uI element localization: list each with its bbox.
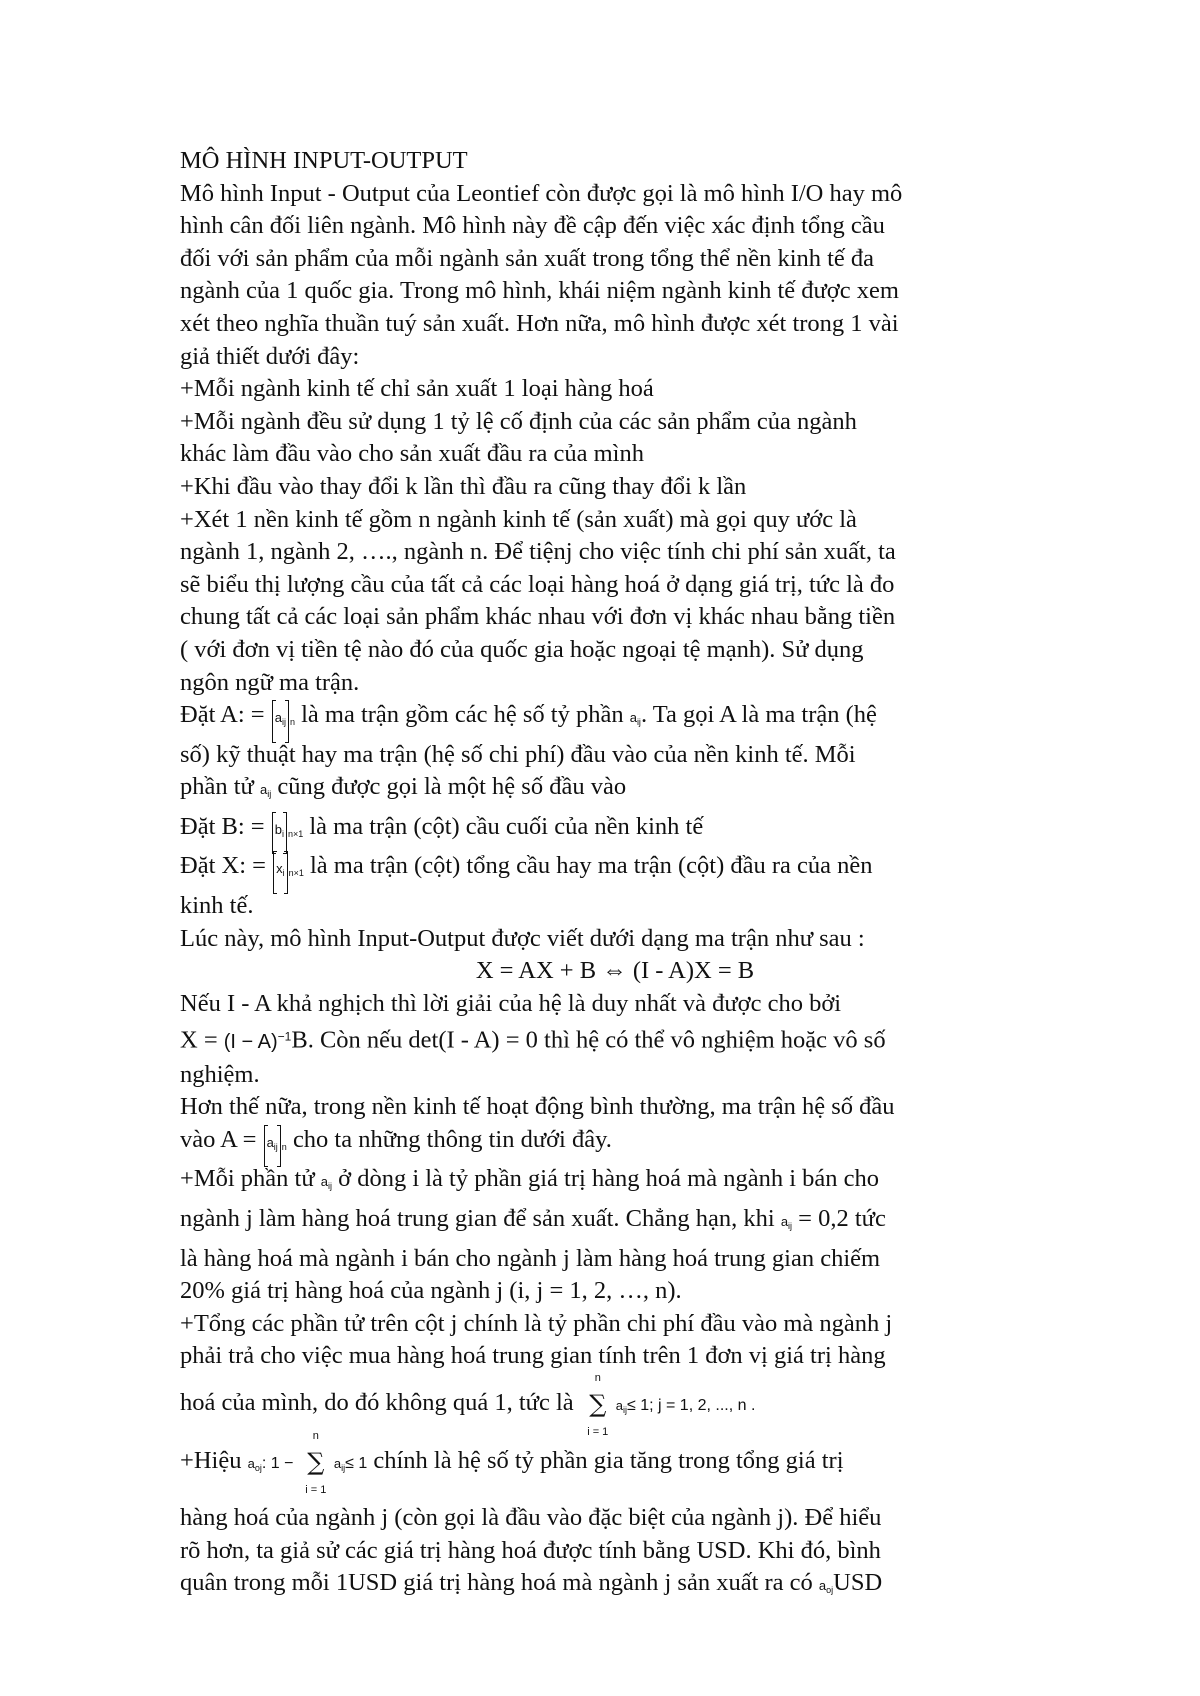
p2-line: phải trả cho việc mua hàng hoá trung gian tính trên 1 đơn vị giá trị hàng xyxy=(180,1342,886,1370)
coef-aij: $a_{ij}$ xyxy=(259,782,272,800)
def-a-line: Đặt A: = $a_{ij}$ $_n$ là ma trận gồm các hệ số tỷ phần $a_{ij}$. Ta gọi A là ma trận (hệ xyxy=(180,699,1060,739)
def-x-line: kinh tế. xyxy=(180,892,254,920)
model-equation: X = AX + B ⇔ (I - A)X = B xyxy=(475,957,755,985)
p1-line: đối với sản phẩm của mỗi ngành sản xuất trong tổng thể nền kinh tế đa xyxy=(180,244,875,272)
model-line: nghiệm. xyxy=(180,1060,260,1088)
p1-line: ( với đơn vị tiền tệ nào đó của quốc gia hoặc ngoại tệ mạnh). Sử dụng xyxy=(180,635,864,663)
def-b-line: Đặt B: = $b_i$ $_{n\times 1}$ là ma trận (cột) cầu cuối của nền kinh tế xyxy=(180,811,1060,851)
p1-line: ngành 1, ngành 2, …., ngành n. Để tiệnj cho việc tính chi phí sản xuất, ta xyxy=(180,538,896,566)
p1-line: chung tất cả các loại sản phẩm khác nhau với đơn vị khác nhau bằng tiền xyxy=(180,603,896,631)
p2-line: vào $A = a_{ij}$ $_n$ cho ta những thông tin dưới đây. xyxy=(180,1124,1060,1164)
less-equal-one: ≤ 1 xyxy=(627,1397,650,1415)
matrix-x-size: n×1 xyxy=(288,868,304,879)
p1-line: +Mỗi ngành kinh tế chỉ sản xuất 1 loại hàng hoá xyxy=(180,375,654,403)
p2-line: rõ hơn, ta giả sử các giá trị hàng hoá được tính bằng USD. Khi đó, bình xyxy=(180,1536,881,1564)
matrix-a: $a_{ij}$ xyxy=(272,702,289,739)
inverse-expression: $(I - A)^{-1}$ xyxy=(223,1029,292,1054)
p1-line: xét theo nghĩa thuần tuý sản xuất. Hơn nữa, mô hình được xét trong 1 vài xyxy=(180,309,899,337)
p1-line: +Khi đầu vào thay đổi k lần thì đầu ra cũng thay đổi k lần xyxy=(180,472,747,500)
p1-line: hình cân đối liên ngành. Mô hình này đề cập đến việc xác định tổng cầu xyxy=(180,212,885,240)
coef-aij: $a_{ij}$ xyxy=(615,1398,627,1416)
p1-line: khác làm đầu vào cho sản xuất đầu ra của mình xyxy=(180,440,644,468)
coef-aoj: $a_{oj}$ xyxy=(818,1578,834,1596)
p2-line: hàng hoá của ngành j (còn gọi là đầu vào đặc biệt của ngành j). Để hiểu xyxy=(180,1504,882,1532)
coef-aoj: $a_{oj}$ xyxy=(247,1455,262,1473)
matrix-a-size: n xyxy=(281,1141,287,1152)
matrix-b-size: n×1 xyxy=(287,828,304,839)
p2-line: quân trong mỗi 1USD giá trị hàng hoá mà ngành j sản xuất ra có $a_{oj}USD$ xyxy=(180,1569,883,1597)
def-a-line: số) kỹ thuật hay ma trận (hệ số chi phí) đầu vào của nền kinh tế. Mỗi xyxy=(180,740,856,768)
p2-diff-line: +Hiệu $a_{oj}$: 1 − n ∑ i = 1 $a_{ij}\le 1$ chính là hệ số tỷ phần gia tăng trong tổng giá trị xyxy=(180,1430,844,1496)
def-a-line: phần tử $a_{ij}$ cũng được gọi là một hệ số đầu vào xyxy=(180,773,627,801)
p1-line: +Mỗi ngành đều sử dụng 1 tỷ lệ cố định của các sản phẩm của ngành xyxy=(180,407,857,435)
model-line: Nếu I - A khả nghịch thì lời giải của hệ là duy nhất và được cho bởi xyxy=(180,989,842,1017)
p1-line: giả thiết dưới đây: xyxy=(180,342,360,370)
coef-aij: $a_{ij}$ xyxy=(629,710,641,728)
p2-sum-line: hoá của mình, do đó không quá 1, tức là n ∑ i = 1 $a_{ij}\le 1$; j = 1, 2, ..., n . xyxy=(180,1372,756,1439)
coef-aij: $a_{ij}$ xyxy=(320,1174,332,1192)
p1-line: ngôn ngữ ma trận. xyxy=(180,668,360,696)
p1-line: sẽ biểu thị lượng cầu của tất cả các loại hàng hoá ở dạng giá trị, tức là đo xyxy=(180,570,895,598)
document-page xyxy=(180,145,1060,1607)
p2-line: Hơn thế nữa, trong nền kinh tế hoạt động bình thường, ma trận hệ số đầu xyxy=(180,1093,895,1121)
matrix-a: $a_{ij}$ xyxy=(264,1127,281,1164)
model-intro: Lúc này, mô hình Input-Output được viết dưới dạng ma trận như sau : xyxy=(180,924,865,952)
p1-line: Mô hình Input - Output của Leontief còn được gọi là mô hình I/O hay mô xyxy=(180,179,903,207)
matrix-a-size: n xyxy=(289,717,295,728)
sum-operator: n ∑ i = 1 xyxy=(587,1372,609,1439)
matrix-x: $x_i$ xyxy=(273,853,288,890)
less-equal-one: ≤ 1 xyxy=(345,1454,368,1472)
p2-line: +Mỗi phần tử $a_{ij}$ ở dòng i là tỷ phần giá trị hàng hoá mà ngành i bán cho xyxy=(180,1165,880,1193)
model-line: $X = (I - A)^{-1}B$. Còn nếu det(I - A) = 0 thì hệ có thể vô nghiệm hoặc vô số xyxy=(180,1027,886,1055)
doc-title: MÔ HÌNH INPUT-OUTPUT xyxy=(180,147,468,174)
p2-line: ngành j làm hàng hoá trung gian để sản xuất. Chẳng hạn, khi $a_{ij} = 0,2$ tức xyxy=(180,1205,886,1233)
def-x-line: Đặt X: = $x_i$ $_{n\times 1}$ là ma trận (cột) tổng cầu hay ma trận (cột) đầu ra của nền xyxy=(180,850,1060,890)
p1-line: ngành của 1 quốc gia. Trong mô hình, khái niệm ngành kinh tế được xem xyxy=(180,277,899,305)
p2-line: +Tổng các phần tử trên cột j chính là tỷ phần chi phí đầu vào mà ngành j xyxy=(180,1309,893,1337)
coef-aij: $a_{ij}$ xyxy=(780,1214,793,1232)
p1-line: +Xét 1 nền kinh tế gồm n ngành kinh tế (sản xuất) mà gọi quy ước là xyxy=(180,505,857,533)
matrix-b: $b_i$ xyxy=(272,814,287,851)
p2-line: là hàng hoá mà ngành i bán cho ngành j làm hàng hoá trung gian chiếm xyxy=(180,1244,881,1272)
sum-operator: n ∑ i = 1 xyxy=(305,1430,327,1496)
p2-line: 20% giá trị hàng hoá của ngành j (i, j = 1, 2, …, n). xyxy=(180,1277,682,1305)
coef-aij: $a_{ij}$ xyxy=(333,1455,346,1473)
